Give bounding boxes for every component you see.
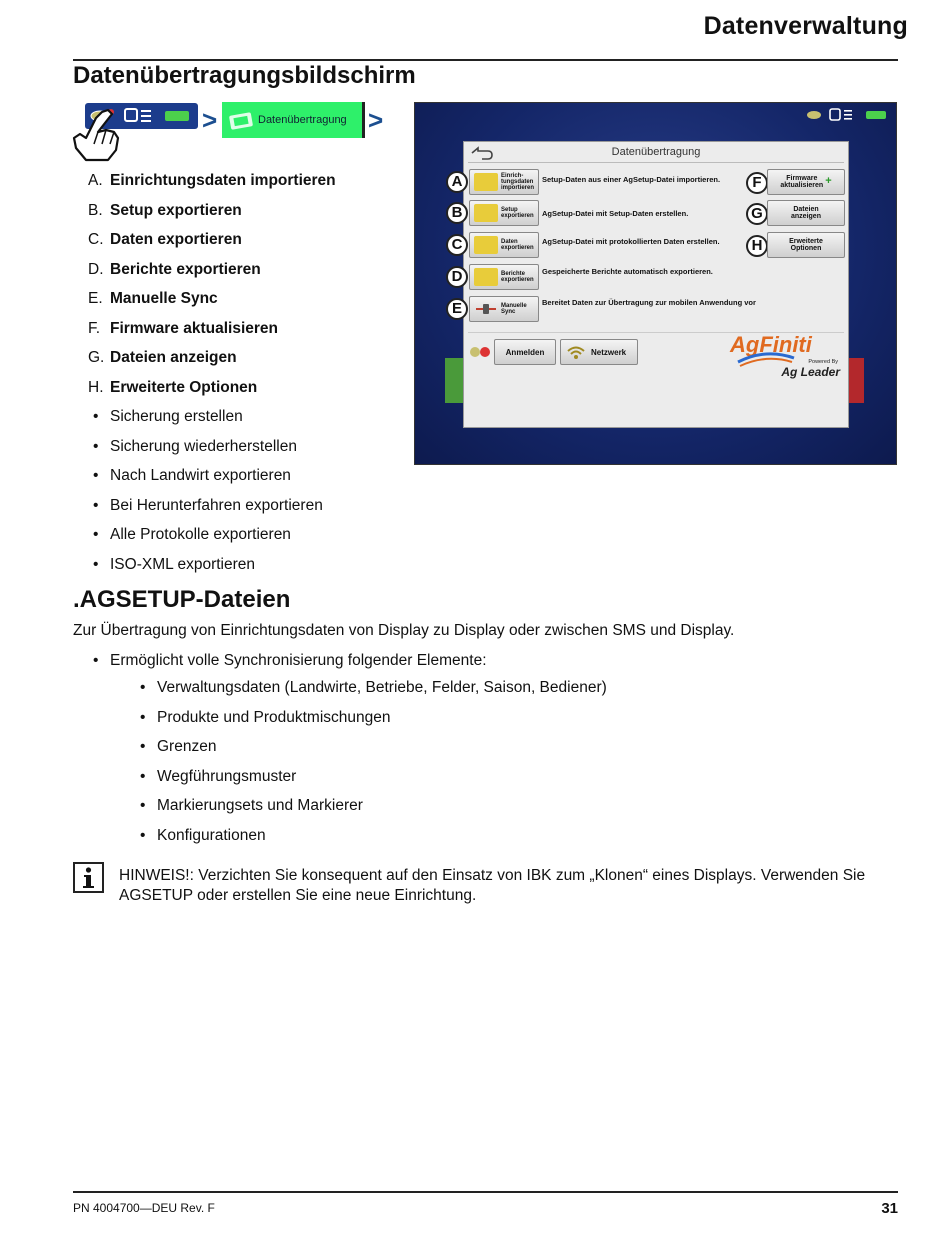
data-transfer-dialog [451, 141, 849, 428]
list-item: • Alle Protokolle exportieren [93, 526, 323, 556]
bullet-text: ISO-XML exportieren [110, 555, 256, 573]
bullet-text: Markierungsets und Markierer [157, 797, 363, 814]
button-label: Firmware aktualisieren [780, 174, 824, 189]
callout-letter: C [446, 234, 468, 256]
logo-maker: Ag Leader [781, 365, 840, 379]
folder-icon [474, 236, 498, 254]
info-icon [73, 862, 104, 893]
plus-icon: + [825, 175, 832, 188]
section-title-transfer-screen: Datenübertragungsbildschirm [73, 62, 416, 89]
list-text: Einrichtungsdaten importieren [110, 172, 336, 189]
button-label: Berichte exportieren [501, 270, 534, 283]
list-text: Firmware aktualisieren [110, 319, 278, 337]
callout-letter: F [746, 172, 768, 194]
list-item: • Bei Herunterfahren exportieren [93, 497, 323, 527]
row-description: Gespeicherte Berichte automatisch exportieren. [542, 267, 713, 276]
dialog-title: Datenübertragung [611, 146, 701, 158]
export-reports-button[interactable] [469, 264, 539, 290]
list-item [88, 320, 336, 350]
import-setup-button[interactable] [469, 169, 539, 195]
header-divider [73, 59, 898, 61]
doc-number: PN 4004700—DEU Rev. F [73, 1201, 215, 1215]
button-label: Dateien anzeigen [791, 205, 821, 220]
list-item: • Verwaltungsdaten (Landwirte, Betriebe, Felder, Saison, Bediener) [140, 679, 607, 709]
display-screenshot [414, 102, 897, 465]
bullet-text: Bei Herunterfahren exportieren [110, 496, 323, 514]
option-bullet-list [93, 408, 323, 585]
bullet-text: Wegführungsmuster [157, 767, 297, 785]
dialog-divider [468, 162, 844, 163]
row-description: Bereitet Daten zur Übertragung zur mobilen Anwendung vor [542, 298, 756, 307]
list-text: Daten exportieren [110, 231, 242, 248]
callout-letter: G [746, 203, 768, 225]
list-item: • Markierungsets und Markierer [140, 797, 607, 827]
list-letter: D. [88, 260, 104, 278]
list-text: Manuelle Sync [110, 290, 218, 307]
list-item: • Sicherung erstellen [93, 408, 323, 438]
home-tile-green [445, 358, 465, 403]
firmware-update-button[interactable] [767, 169, 845, 195]
list-item [88, 231, 336, 261]
list-letter: C. [88, 231, 104, 248]
network-label: Netzwerk [591, 347, 627, 357]
button-label: Daten exportieren [501, 238, 534, 251]
function-list [88, 172, 336, 408]
network-button[interactable] [560, 339, 638, 365]
list-letter: E. [88, 290, 103, 307]
data-transfer-nav-label: Datenübertragung [258, 114, 347, 126]
view-files-button[interactable] [767, 200, 845, 226]
bullet-text: Grenzen [157, 738, 217, 755]
list-item: • Sicherung wiederherstellen [93, 438, 323, 468]
logo-powered-by: Powered By [808, 359, 838, 365]
callout-letter: B [446, 202, 468, 224]
section-title-agsetup: .AGSETUP-Dateien [73, 586, 291, 613]
agfiniti-status-icon [468, 344, 494, 360]
list-text: Setup exportieren [110, 201, 242, 219]
export-data-button[interactable] [469, 232, 539, 258]
row-description: Setup-Daten aus einer AgSetup-Datei importieren. [542, 175, 721, 184]
bullet-text: Alle Protokolle exportieren [110, 526, 291, 543]
bullet-text: Sicherung wiederherstellen [110, 437, 297, 455]
breadcrumb-arrow-1: > [202, 105, 218, 135]
breadcrumb-arrow-2: > [368, 105, 384, 135]
list-item [88, 349, 336, 379]
row-description: AgSetup-Datei mit Setup-Daten erstellen. [542, 209, 689, 218]
list-item: • Grenzen [140, 738, 607, 768]
bullet-text: Nach Landwirt exportieren [110, 467, 291, 484]
list-text: Berichte exportieren [110, 260, 261, 278]
list-item [88, 202, 336, 232]
bullet-text: Verwaltungsdaten (Landwirte, Betriebe, Felder, Saison, Bediener) [157, 679, 607, 696]
list-letter: G. [88, 349, 105, 366]
button-label: Einrich- tungsdaten importieren [501, 172, 535, 192]
folder-icon [474, 268, 498, 286]
advanced-options-button[interactable] [767, 232, 845, 258]
data-transfer-icon [222, 108, 258, 132]
page-header-title: Datenverwaltung [703, 12, 908, 40]
login-button[interactable]: Anmelden [494, 339, 556, 365]
list-item [88, 290, 336, 320]
list-letter: F. [88, 319, 101, 337]
list-item: • Nach Landwirt exportieren [93, 467, 323, 497]
list-item: • Produkte und Produktmischungen [140, 709, 607, 739]
row-description: AgSetup-Datei mit protokollierten Daten erstellen. [542, 237, 720, 246]
callout-letter: H [746, 235, 768, 257]
screen-status-icons [804, 107, 890, 123]
callout-letter: E [446, 298, 468, 320]
callout-letter: A [446, 171, 468, 193]
folder-icon [474, 204, 498, 222]
agsetup-intro: Zur Übertragung von Einrichtungsdaten von Display zu Display oder zwischen SMS und Display. [73, 622, 735, 639]
list-letter: H. [88, 378, 104, 396]
page-number: 31 [881, 1200, 898, 1217]
list-item [88, 261, 336, 291]
list-item: • Wegführungsmuster [140, 768, 607, 798]
agfiniti-logo [730, 334, 842, 380]
data-transfer-nav-button[interactable] [222, 102, 365, 138]
wifi-icon [565, 344, 587, 360]
bullet-text: Sicherung erstellen [110, 408, 243, 425]
note-text: HINWEIS!: Verzichten Sie konsequent auf den Einsatz von IBK zum „Klonen“ eines Displays. Verwenden Sie AGSETUP oder erstellen Sie eine neue Einrichtung. [119, 867, 866, 904]
agfiniti-brand: AgFiniti [730, 332, 812, 357]
list-item: • Konfigurationen [140, 827, 607, 857]
sync-icon [474, 300, 498, 318]
footer-divider [73, 1191, 898, 1193]
list-letter: B. [88, 201, 103, 219]
list-item [88, 379, 336, 409]
callout-letter: D [446, 266, 468, 288]
list-item: • ISO-XML exportieren [93, 556, 323, 586]
export-setup-button[interactable] [469, 200, 539, 226]
hand-pointer-icon [72, 108, 132, 164]
list-item: • Ermöglicht volle Synchronisierung folgender Elemente: [93, 652, 487, 682]
sync-element-list [140, 679, 607, 856]
list-letter: A. [88, 172, 103, 189]
list-text: Dateien anzeigen [110, 349, 237, 366]
button-label: Erweiterte Optionen [789, 237, 823, 252]
button-label: Manuelle Sync [501, 302, 527, 315]
button-label: Setup exportieren [501, 206, 534, 219]
manual-sync-button[interactable] [469, 296, 539, 322]
folder-icon [474, 173, 498, 191]
info-glyph [75, 864, 102, 891]
bullet-text: Ermöglicht volle Synchronisierung folgender Elemente: [110, 652, 487, 669]
list-item [88, 172, 336, 202]
list-text: Erweiterte Optionen [110, 378, 258, 396]
bullet-text: Produkte und Produktmischungen [157, 708, 391, 726]
bullet-text: Konfigurationen [157, 826, 266, 844]
